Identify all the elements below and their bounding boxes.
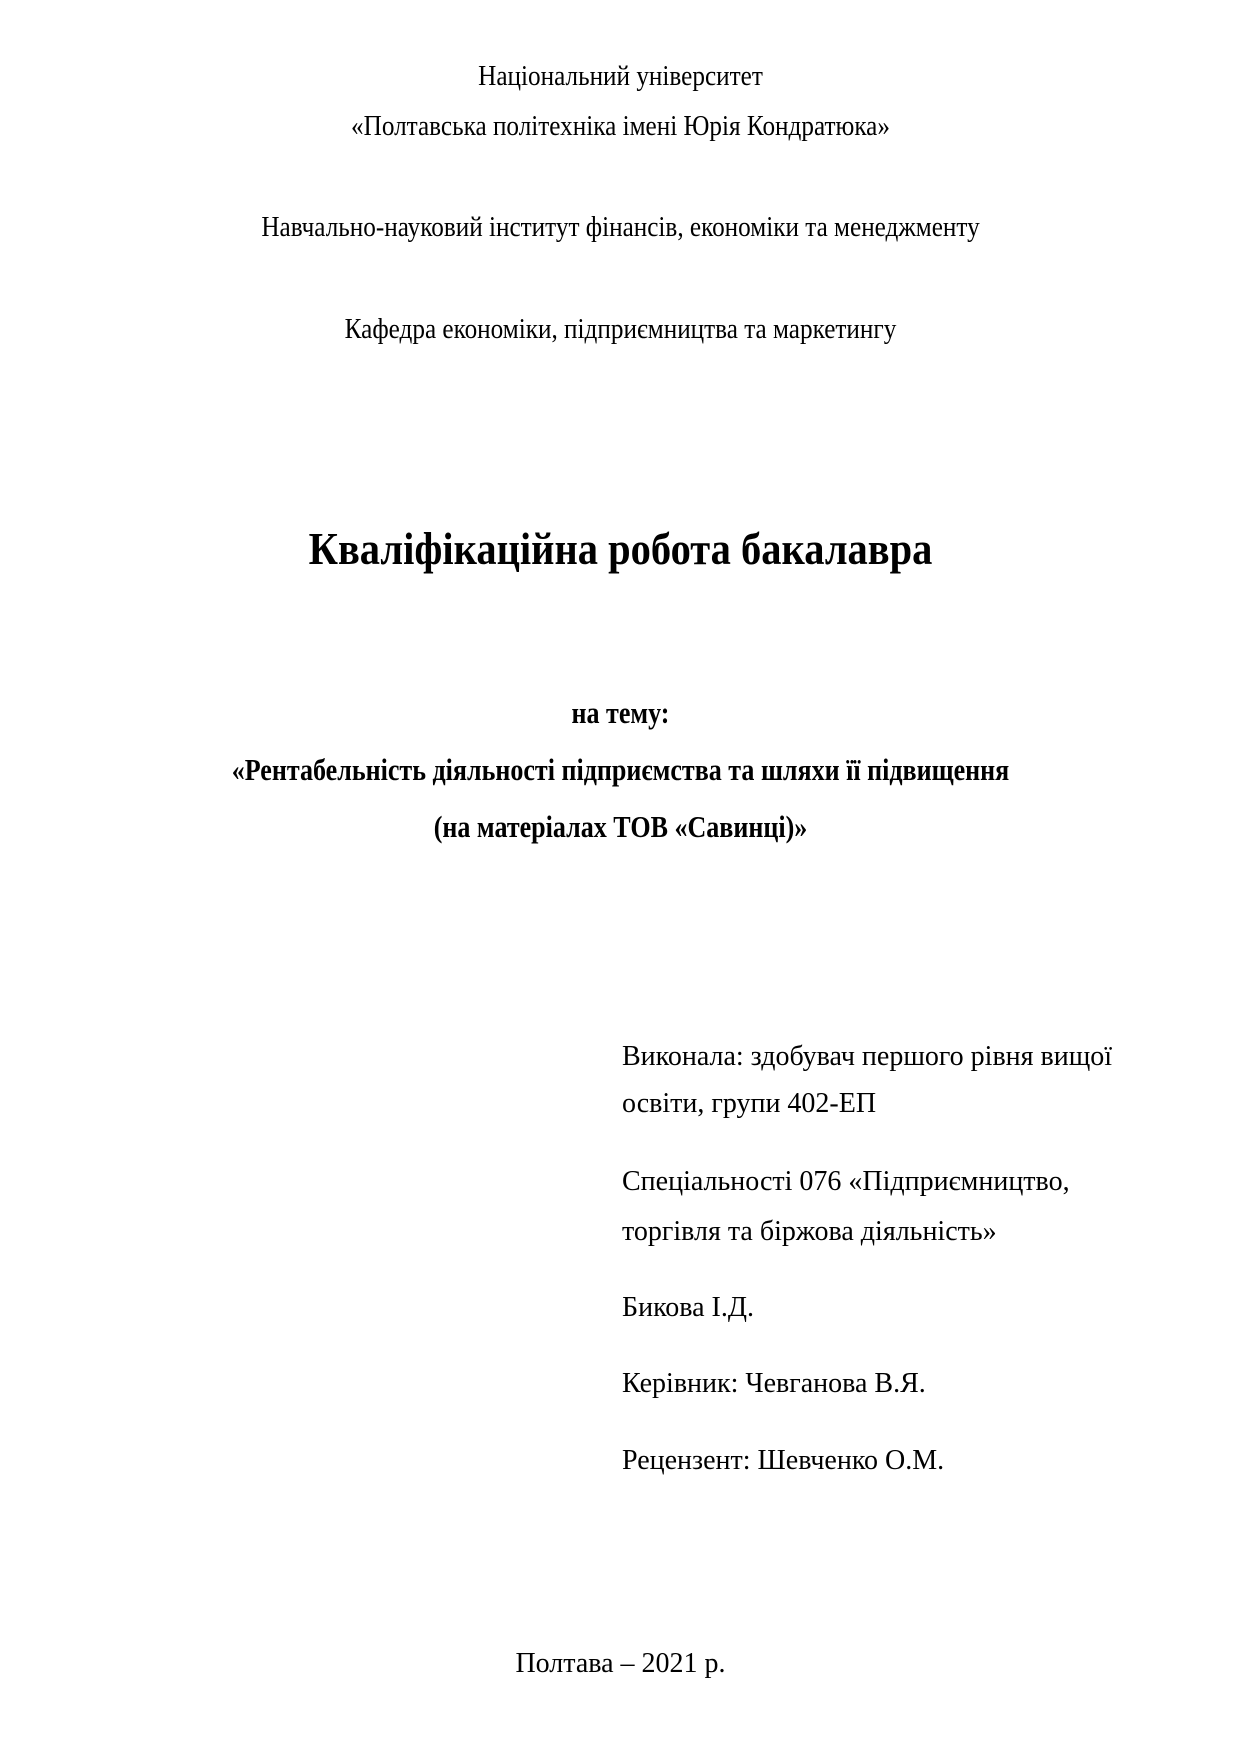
topic-line-1: «Рентабельність діяльності підприємства та шляхи її підвищення: [231, 752, 1010, 787]
reviewer: Рецензент: Шевченко О.М.: [622, 1445, 945, 1476]
specialty-line-1: Спеціальності 076 «Підприємництво,: [622, 1166, 1070, 1197]
document-title: Кваліфікаційна робота бакалавра: [308, 523, 933, 574]
university-name: Національний університет: [478, 61, 763, 92]
author-name: Бикова І.Д.: [622, 1292, 754, 1323]
performed-by-line-2: освіти, групи 402-ЕП: [622, 1088, 877, 1119]
topic-label: на тему:: [571, 695, 670, 730]
supervisor: Керівник: Чевганова В.Я.: [622, 1368, 926, 1399]
institute-name: Навчально-науковий інститут фінансів, економіки та менеджменту: [261, 212, 980, 243]
specialty-line-2: торгівля та біржова діяльність»: [622, 1216, 997, 1247]
university-full-name: «Полтавська політехніка імені Юрія Кондратюка»: [351, 111, 890, 142]
topic-line-2: (на матеріалах ТОВ «Савинці)»: [433, 809, 808, 844]
performed-by-line-1: Виконала: здобувач першого рівня вищої: [622, 1041, 1113, 1072]
city-year: Полтава – 2021 р.: [515, 1648, 726, 1679]
department-name: Кафедра економіки, підприємництва та маркетингу: [344, 314, 897, 345]
